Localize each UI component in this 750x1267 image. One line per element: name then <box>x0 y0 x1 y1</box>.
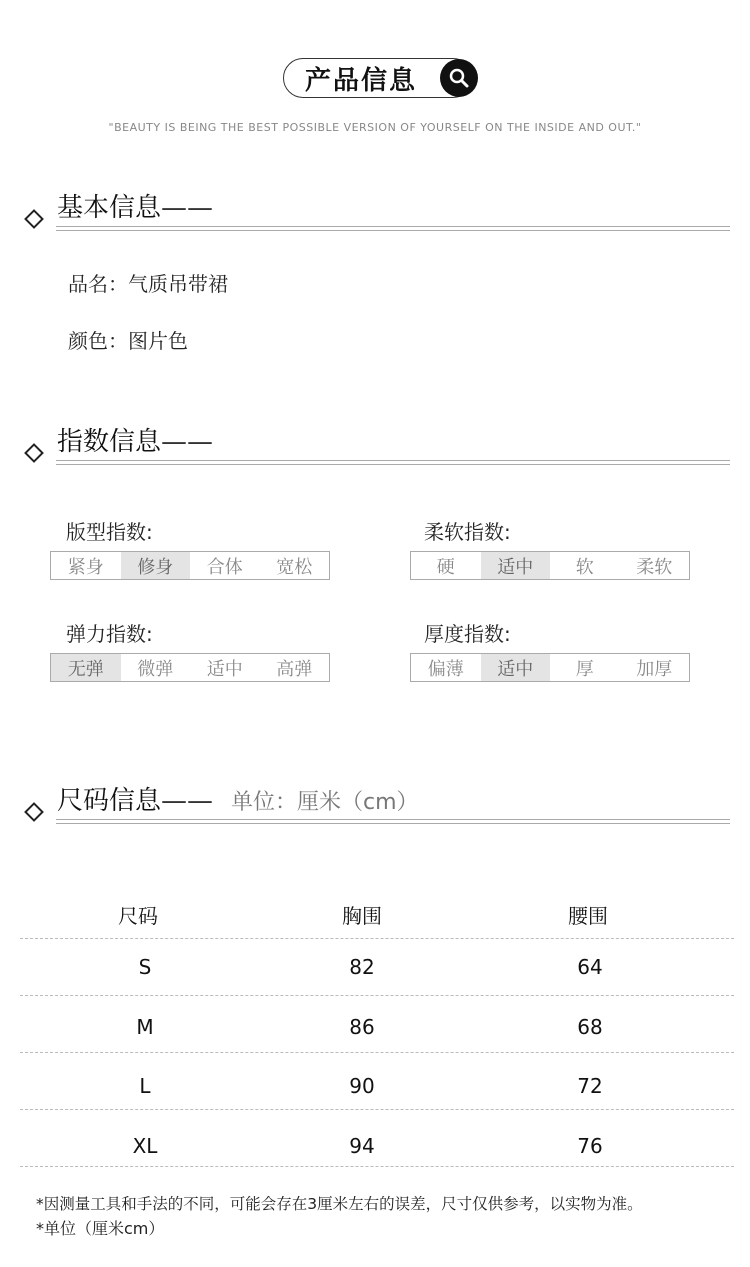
scale-option: 适中 <box>481 654 551 681</box>
scale-option: 宽松 <box>276 556 313 578</box>
section-dash: —— <box>161 193 214 223</box>
row-divider <box>20 1052 734 1053</box>
section-title-size: 尺码信息 <box>57 786 162 816</box>
thickness-index-scale <box>410 653 690 682</box>
product-color-value: 图片色 <box>128 329 188 353</box>
scale-option: 厚 <box>575 658 594 680</box>
table-cell: 76 <box>577 1134 603 1158</box>
diamond-icon <box>24 802 44 822</box>
scale-option: 硬 <box>436 556 455 578</box>
row-divider <box>20 1166 734 1167</box>
table-cell: L <box>139 1074 151 1098</box>
scale-option: 适中 <box>206 658 243 680</box>
scale-option: 柔软 <box>636 556 673 578</box>
scale-option: 微弹 <box>137 658 174 680</box>
table-cell: 94 <box>349 1134 375 1158</box>
size-unit: 单位：厘米（cm） <box>231 790 419 815</box>
diamond-icon <box>24 209 44 229</box>
scale-option: 加厚 <box>636 658 673 680</box>
search-icon <box>440 59 478 97</box>
divider <box>56 464 730 465</box>
note-unit: *单位（厘米cm） <box>36 1219 165 1238</box>
section-title-index: 指数信息 <box>57 427 162 457</box>
slogan: "BEAUTY IS BEING THE BEST POSSIBLE VERSION OF YOURSELF ON THE INSIDE AND OUT." <box>108 121 642 134</box>
elasticity-index-scale <box>50 653 330 682</box>
divider <box>56 230 730 231</box>
scale-option: 合体 <box>206 556 243 578</box>
section-dash: —— <box>161 427 214 457</box>
scale-option: 软 <box>575 556 594 578</box>
scale-option: 适中 <box>481 552 551 579</box>
product-name-row <box>68 268 228 297</box>
divider <box>56 460 730 461</box>
table-cell: 86 <box>349 1015 375 1039</box>
fit-index-scale <box>50 551 330 580</box>
scale-option: 紧身 <box>67 556 104 578</box>
table-cell: M <box>136 1015 154 1039</box>
divider <box>56 823 730 824</box>
scale-option: 修身 <box>121 552 191 579</box>
table-cell: S <box>138 955 152 979</box>
table-cell: XL <box>132 1134 158 1158</box>
table-header-waist: 腰围 <box>568 904 608 928</box>
section-title-basic: 基本信息 <box>57 193 162 223</box>
row-divider <box>20 938 734 939</box>
diamond-icon <box>24 443 44 463</box>
table-cell: 82 <box>349 955 375 979</box>
fit-index-label: 版型指数: <box>66 520 153 544</box>
row-divider <box>20 995 734 996</box>
product-name-label: 品名： <box>68 272 128 296</box>
scale-option: 无弹 <box>51 654 121 681</box>
section-dash: —— <box>161 786 214 816</box>
table-cell: 72 <box>577 1074 603 1098</box>
row-divider <box>20 1109 734 1110</box>
page-title: 产品信息 <box>305 66 418 96</box>
product-color-label: 颜色： <box>68 329 128 353</box>
table-cell: 64 <box>577 955 603 979</box>
table-cell: 68 <box>577 1015 603 1039</box>
softness-index-scale <box>410 551 690 580</box>
divider <box>56 226 730 227</box>
divider <box>56 819 730 820</box>
softness-index-label: 柔软指数: <box>424 520 511 544</box>
note-measurement: *因测量工具和手法的不同，可能会存在3厘米左右的误差，尺寸仅供参考，以实物为准。 <box>36 1195 643 1213</box>
product-name-value: 气质吊带裙 <box>128 272 228 296</box>
table-header-size: 尺码 <box>118 904 158 928</box>
thickness-index-label: 厚度指数: <box>424 622 511 646</box>
product-color-row <box>68 325 188 354</box>
table-cell: 90 <box>349 1074 375 1098</box>
elasticity-index-label: 弹力指数: <box>66 622 153 646</box>
scale-option: 偏薄 <box>427 658 464 680</box>
scale-option: 高弹 <box>276 658 313 680</box>
table-header-chest: 胸围 <box>342 904 382 928</box>
